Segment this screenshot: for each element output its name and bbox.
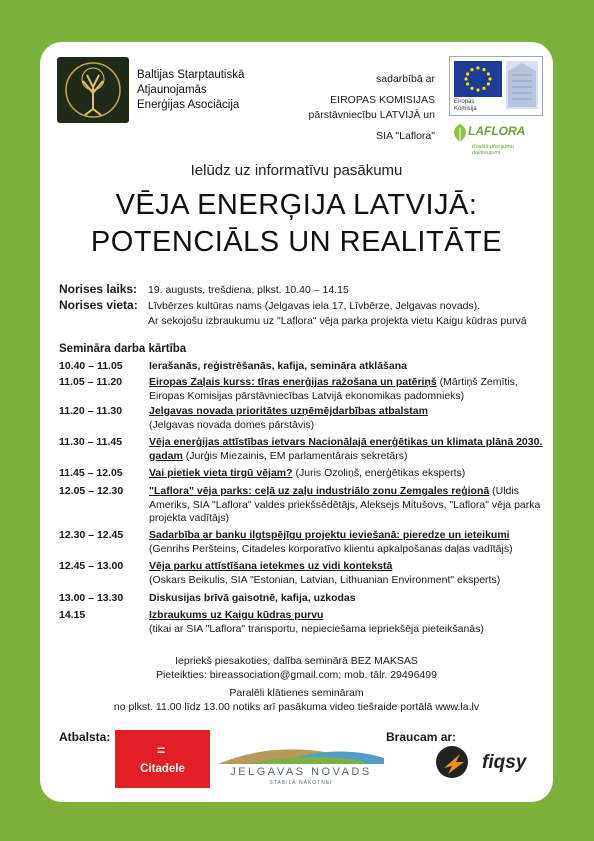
organizer-name-line: Baltijas Starptautiskā (137, 69, 245, 81)
agenda-speaker: (Jelgavas novada domes pārstāvis) (149, 418, 315, 431)
citadele-name: Citadele (140, 763, 185, 775)
place-label: Norises vieta: (59, 298, 138, 312)
stream-note: Paralēli klātienes semināram (229, 687, 364, 699)
laflora-logo (450, 122, 542, 158)
agenda-time: 12.05 – 12.30 (59, 485, 124, 497)
agenda-time: 11.30 – 11.45 (59, 436, 123, 448)
agenda-topic: Sadarbība ar banku ilgtspējīgu projektu ieviešanā: pieredze un ieteikumi (149, 529, 510, 541)
agenda-topic: Eiropas Zaļais kurss: tīras enerģijas ražošana un patēriņš (149, 376, 437, 388)
agenda-topic: Vēja enerģijas attīstības ietvars Nacionālajā enerģētikas un klimata plānā 2030. gadam (149, 436, 543, 462)
agenda-topic: Jelgavas novada prioritātes uzņēmējdarbības atbalstam (149, 405, 428, 417)
agenda-time: 11.45 – 12.05 (59, 467, 123, 479)
eu-flag-icon (454, 61, 502, 97)
place-value: Ar sekojošu izbraukumu uz "Laflora" vēja parka projekta vietu Kaigu kūdras purvā (148, 315, 527, 327)
page-title: POTENCIĀLS UN REALITĀTE (90, 226, 503, 258)
agenda-speaker: (Mārtiņš Zemītis, Eiropas Komisijas pārstāvniecības Latvijā ekonomikas padomnieks) (149, 376, 518, 402)
invite-text: Ielūdz uz informatīvu pasākumu (190, 162, 403, 179)
tree-logo-icon (57, 57, 129, 123)
hills-icon (216, 744, 386, 766)
eu-logo-text (454, 99, 477, 113)
agenda-topic: Izbraukums uz Kaigu kūdras purvu (149, 609, 324, 621)
fiqsy-logo (430, 744, 536, 780)
building-icon (506, 61, 538, 109)
agenda-topic: Vēja parku attīstīšana ietekmes uz vidi kontekstā (149, 560, 393, 572)
organizer-name-line: Enerģijas Asociācija (137, 99, 240, 111)
agenda-topic: Vai pietiek vieta tirgū vējam? (149, 467, 293, 479)
time-label: Norises laiks: (59, 282, 138, 296)
jelgava-name: JELGAVAS NOVADS (230, 766, 372, 778)
place-value: Līvbērzes kultūras nams (Jelgavas iela 17, Līvbērze, Jelgavas novads). (148, 300, 481, 312)
agenda-time: 13.00 – 13.30 (59, 592, 124, 604)
registration-contact: Pieteikties: bireassociation@gmail.com; mob. tālr. 29496499 (156, 669, 437, 681)
agenda-speaker: (Jurģis Miezainis, EM parlamentārais sekretārs) (182, 449, 408, 462)
citadele-logo (115, 730, 210, 788)
citadele-mark-icon: = (157, 742, 166, 758)
agenda-time: 10.40 – 11.05 (59, 360, 123, 372)
page-title: VĒJA ENERĢIJA LATVIJĀ: (115, 189, 478, 221)
partner-line: pārstāvniecību LATVIJĀ un (308, 109, 435, 121)
agenda-speaker: (Oskars Beikulis, SIA "Estonian, Latvian, Lithuanian Environment" eksperts) (149, 573, 501, 586)
agenda-heading: Semināra darba kārtība (59, 343, 187, 355)
organizer-name-line: Atjaunojamās (137, 84, 207, 96)
fiqsy-name: fiqsy (482, 752, 527, 773)
agenda-speaker: (Genrihs Peršteins, Citadeles korporatīvo klientu apkalpošanas daļas vadītājs) (149, 542, 513, 555)
stream-note: no plkst. 11.00 līdz 13.00 notiks arī pasākuma video tiešraide portālā www.la.lv (113, 701, 480, 713)
agenda-topic: Ierašanās, reģistrēšanās, kafija, semināra atklāšana (149, 360, 407, 372)
fiqsy-mark-icon (430, 744, 480, 780)
jelgava-logo (216, 744, 386, 788)
agenda-time: 14.15 (59, 609, 86, 621)
leaf-icon (450, 122, 470, 144)
partner-line: SIA "Laflora" (376, 130, 435, 142)
laflora-name: LAFLORA (468, 124, 526, 138)
partner-line: sadarbībā ar (376, 73, 435, 85)
agenda-time: 12.30 – 12.45 (59, 529, 124, 541)
registration-free: Iepriekš piesakoties, dalība seminārā BEZ MAKSAS (175, 655, 418, 667)
laflora-tagline: Kvalitā prasijumu dalrkaujumi (472, 144, 514, 156)
time-value: 19. augusts, trešdiena, plkst. 10.40 – 14.15 (148, 284, 349, 296)
agenda-speaker: (tikai ar SIA "Laflora" transportu, nepieciešama iepriekšēja pieteikšanās) (149, 622, 484, 635)
partner-line: EIROPAS KOMISIJAS (330, 94, 435, 106)
agenda-topic: Diskusijas brīvā gaisotnē, kafija, uzkodas (149, 592, 356, 604)
eu-logo-line: Eiropas (454, 99, 475, 105)
agenda-time: 11.05 – 11.20 (59, 376, 123, 388)
agenda-speaker: (Uldis Ameriks, SIA "Laflora" valdes priekšsēdētājs, Aleksejs Mitušovs, "Laflora" vēja parka projekta vadītājs) (149, 485, 541, 524)
organizer-name (137, 68, 244, 113)
jelgava-tagline: STABILĀ NĀKOTNEI (269, 780, 333, 786)
agenda-time: 11.20 – 11.30 (59, 405, 123, 417)
eu-logo-line: Komisija (454, 106, 477, 112)
agenda-speaker: (Juris Ozoliņš, enerģētikas eksperts) (292, 467, 466, 479)
eu-commission-logo (449, 56, 543, 116)
sponsors-label: Atbalsta: (59, 730, 111, 744)
agenda-topic: "Laflora" vēja parks: ceļā uz zaļu industriālo zonu Zemgales reģionā (149, 485, 490, 497)
ride-label: Braucam ar: (386, 730, 457, 744)
partner-block (300, 72, 435, 144)
agenda-time: 12.45 – 13.00 (59, 560, 124, 572)
